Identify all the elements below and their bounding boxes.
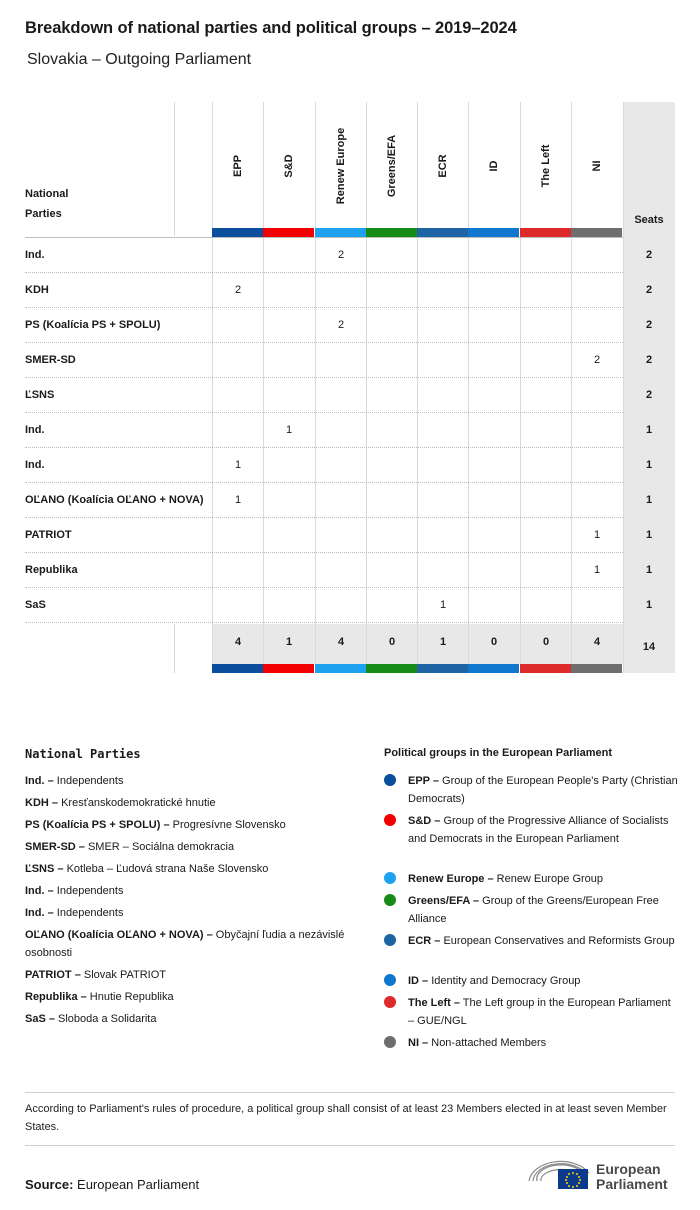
- political-group-legend-item: [408, 972, 678, 990]
- party-group-seats: 2: [337, 319, 345, 331]
- party-total-seats: 1: [645, 564, 653, 576]
- group-color-dot-icon: [384, 974, 396, 986]
- national-party-abbr: KDH –: [25, 797, 59, 809]
- party-group-seats: 2: [593, 354, 601, 366]
- party-name: PS (Koalícia PS + SPOLU): [25, 319, 161, 331]
- political-groups-legend-title: Political groups in the European Parliament: [384, 747, 612, 759]
- group-total-seats: 0: [388, 636, 396, 648]
- party-group-seats: 1: [234, 459, 242, 471]
- party-group-seats: 2: [337, 249, 345, 261]
- party-name: SaS: [25, 599, 46, 611]
- political-group-legend-item: [408, 932, 678, 950]
- group-header-label: EPP: [232, 154, 244, 178]
- national-party-legend-item: [25, 860, 345, 878]
- party-total-seats: 1: [645, 424, 653, 436]
- political-group-abbr: Renew Europe –: [408, 873, 494, 885]
- national-party-abbr: SMER-SD –: [25, 841, 85, 853]
- national-party-legend-item: [25, 838, 345, 856]
- grand-total-seats: 14: [642, 641, 656, 653]
- row-separator: [25, 552, 623, 553]
- national-party-legend-item: [25, 966, 345, 984]
- group-color-dot-icon: [384, 934, 396, 946]
- national-party-legend-item: [25, 794, 345, 812]
- national-party-full-name: Independents: [53, 775, 124, 787]
- group-color-bar-bottom: [263, 664, 314, 673]
- national-party-full-name: Slovak PATRIOT: [80, 969, 166, 981]
- national-party-full-name: Independents: [53, 907, 124, 919]
- political-group-full-name: Identity and Democracy Group: [428, 975, 581, 987]
- group-header-label: ID: [488, 160, 500, 172]
- national-label: National: [25, 188, 69, 200]
- national-parties-legend-title: National Parties: [25, 747, 141, 761]
- political-group-abbr: ID –: [408, 975, 429, 987]
- party-total-seats: 2: [645, 389, 653, 401]
- group-header-7: [520, 102, 572, 226]
- political-group-full-name: The Left group in the European Parliament – GUE/NGL: [408, 997, 671, 1027]
- party-group-seats: 1: [593, 564, 601, 576]
- group-header-label: The Left: [540, 144, 552, 188]
- political-group-abbr: The Left –: [408, 997, 460, 1009]
- group-color-dot-icon: [384, 996, 396, 1008]
- group-header-4: [366, 102, 418, 226]
- group-total-seats: 1: [439, 636, 447, 648]
- party-name: ĽSNS: [25, 389, 55, 401]
- logo-line-1: European: [596, 1161, 661, 1177]
- group-header-8: [571, 102, 623, 226]
- logo-line-2: Parliament: [596, 1176, 668, 1192]
- party-total-seats: 2: [645, 354, 653, 366]
- national-party-full-name: Kresťanskodemokratické hnutie: [58, 797, 216, 809]
- party-name: Ind.: [25, 249, 45, 261]
- divider-bottom: [25, 1145, 675, 1146]
- group-color-dot-icon: [384, 872, 396, 884]
- party-name: SMER-SD: [25, 354, 76, 366]
- national-party-full-name: Hnutie Republika: [86, 991, 174, 1003]
- group-color-bar-top: [417, 228, 468, 237]
- group-header-label: S&D: [283, 154, 295, 178]
- political-group-legend-item: [408, 870, 678, 888]
- political-group-full-name: Renew Europe Group: [493, 873, 604, 885]
- group-color-bar-bottom: [212, 664, 263, 673]
- group-color-bar-top: [263, 228, 314, 237]
- group-header-label: Renew Europe: [335, 127, 347, 205]
- group-color-bar-bottom: [520, 664, 571, 673]
- table-column-line: [623, 102, 624, 673]
- group-total-seats: 0: [490, 636, 498, 648]
- footnote: According to Parliament's rules of procedure, a political group shall consist of at least 23 Members elected in at least seven Member States.: [25, 1103, 667, 1133]
- group-header-5: [417, 102, 469, 226]
- page-subtitle: Slovakia – Outgoing Parliament: [27, 51, 252, 68]
- group-color-bar-bottom: [315, 664, 366, 673]
- political-group-legend-item: [408, 812, 678, 848]
- party-group-seats: 1: [593, 529, 601, 541]
- national-party-full-name: SMER – Sociálna demokracia: [84, 841, 235, 853]
- political-group-legend-item: [408, 994, 678, 1030]
- group-color-bar-top: [571, 228, 622, 237]
- table-header-rule: [25, 237, 623, 238]
- group-color-bar-top: [366, 228, 417, 237]
- national-party-abbr: ĽSNS –: [25, 863, 64, 875]
- national-party-abbr: OĽANO (Koalícia OĽANO + NOVA) –: [25, 929, 213, 941]
- table-divider-party: [174, 102, 175, 236]
- party-total-seats: 2: [645, 249, 653, 261]
- party-name: KDH: [25, 284, 49, 296]
- party-group-seats: 2: [234, 284, 242, 296]
- party-total-seats: 1: [645, 494, 653, 506]
- group-header-label: ECR: [437, 154, 449, 178]
- party-name: Republika: [25, 564, 78, 576]
- national-party-full-name: Independents: [53, 885, 124, 897]
- row-separator: [25, 587, 623, 588]
- row-separator: [25, 517, 623, 518]
- group-header-2: [263, 102, 315, 226]
- group-color-bar-top: [520, 228, 571, 237]
- national-party-abbr: Ind. –: [25, 775, 54, 787]
- national-party-full-name: Obyčajní ľudia a nezávislé osobnosti: [25, 929, 345, 959]
- group-header-label: NI: [591, 160, 603, 172]
- row-separator: [25, 377, 623, 378]
- national-party-abbr: Republika –: [25, 991, 87, 1003]
- group-color-dot-icon: [384, 814, 396, 826]
- source-value: European Parliament: [73, 1177, 200, 1192]
- party-total-seats: 2: [645, 284, 653, 296]
- national-party-abbr: Ind. –: [25, 907, 54, 919]
- national-party-legend-item: [25, 816, 345, 834]
- party-total-seats: 1: [645, 459, 653, 471]
- party-total-seats: 2: [645, 319, 653, 331]
- group-color-dot-icon: [384, 894, 396, 906]
- group-color-bar-bottom: [366, 664, 417, 673]
- political-group-abbr: EPP –: [408, 775, 439, 787]
- group-color-bar-bottom: [417, 664, 468, 673]
- political-group-full-name: Non-attached Members: [428, 1037, 547, 1049]
- political-group-legend-item: [408, 892, 678, 928]
- row-separator: [25, 412, 623, 413]
- source-label: Source:: [25, 1177, 74, 1192]
- political-group-abbr: Greens/EFA –: [408, 895, 480, 907]
- political-group-abbr: S&D –: [408, 815, 441, 827]
- group-header-1: [212, 102, 264, 226]
- party-total-seats: 1: [645, 599, 653, 611]
- row-separator: [25, 622, 623, 623]
- party-total-seats: 1: [645, 529, 653, 541]
- national-party-full-name: Sloboda a Solidarita: [54, 1013, 157, 1025]
- seats-column-background: [623, 102, 675, 673]
- national-party-abbr: PATRIOT –: [25, 969, 81, 981]
- source-line: [25, 1177, 199, 1192]
- political-group-legend-item: [408, 772, 678, 808]
- party-name: PATRIOT: [25, 529, 72, 541]
- row-separator: [25, 447, 623, 448]
- political-group-abbr: NI –: [408, 1037, 429, 1049]
- group-color-bar-top: [468, 228, 519, 237]
- logo-text: [596, 1162, 668, 1192]
- national-party-legend-item: [25, 988, 345, 1006]
- group-header-6: [468, 102, 520, 226]
- party-name: Ind.: [25, 424, 45, 436]
- party-name: Ind.: [25, 459, 45, 471]
- seats-header: Seats: [634, 214, 664, 226]
- group-color-bar-top: [315, 228, 366, 237]
- national-party-legend-item: [25, 1010, 345, 1028]
- group-header-3: [315, 102, 367, 226]
- political-group-abbr: ECR –: [408, 935, 441, 947]
- row-separator: [25, 272, 623, 273]
- group-total-seats: 4: [234, 636, 242, 648]
- parties-label: Parties: [25, 208, 62, 220]
- group-total-seats: 1: [285, 636, 293, 648]
- party-name: OĽANO (Koalícia OĽANO + NOVA): [25, 494, 204, 506]
- national-party-full-name: Kotleba – Ľudová strana Naše Slovensko: [63, 863, 269, 875]
- row-separator: [25, 307, 623, 308]
- group-total-seats: 4: [593, 636, 601, 648]
- party-group-seats: 1: [439, 599, 447, 611]
- national-party-legend-item: [25, 904, 345, 922]
- national-party-abbr: SaS –: [25, 1013, 55, 1025]
- group-color-dot-icon: [384, 774, 396, 786]
- national-party-legend-item: [25, 926, 345, 962]
- political-group-full-name: Group of the European People's Party (Christian Democrats): [408, 775, 678, 805]
- political-group-full-name: European Conservatives and Reformists Group: [440, 935, 675, 947]
- group-header-label: Greens/EFA: [386, 134, 398, 198]
- political-group-legend-item: [408, 1034, 678, 1052]
- national-party-abbr: Ind. –: [25, 885, 54, 897]
- divider-top: [25, 1092, 675, 1093]
- group-total-seats: 4: [337, 636, 345, 648]
- row-separator: [25, 482, 623, 483]
- party-group-seats: 1: [285, 424, 293, 436]
- group-color-bar-top: [212, 228, 263, 237]
- national-party-legend-item: [25, 772, 345, 790]
- party-group-seats: 1: [234, 494, 242, 506]
- national-party-full-name: Progresívne Slovensko: [169, 819, 286, 831]
- national-party-legend-item: [25, 882, 345, 900]
- table-divider-party-bottom: [174, 624, 175, 673]
- page-title: Breakdown of national parties and political groups – 2019–2024: [25, 19, 517, 37]
- political-group-full-name: Group of the Greens/European Free Alliance: [408, 895, 659, 925]
- row-separator: [25, 342, 623, 343]
- group-color-bar-bottom: [468, 664, 519, 673]
- national-party-abbr: PS (Koalícia PS + SPOLU) –: [25, 819, 170, 831]
- political-group-full-name: Group of the Progressive Alliance of Socialists and Democrats in the European Parliament: [408, 815, 669, 845]
- group-color-dot-icon: [384, 1036, 396, 1048]
- group-color-bar-bottom: [571, 664, 622, 673]
- group-total-seats: 0: [542, 636, 550, 648]
